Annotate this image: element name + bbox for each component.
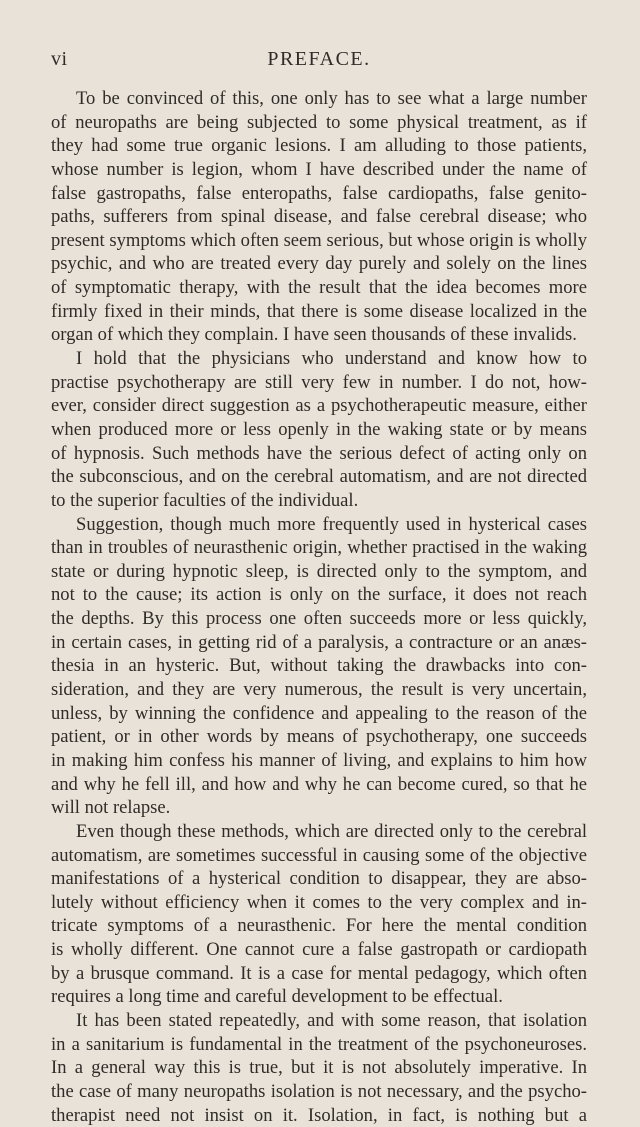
text-line: practise psychotherapy are still very few in number. I do not, how- (51, 371, 587, 393)
text-line: lutely without efficiency when it comes to the very complex and in- (51, 891, 587, 913)
text-line: It has been stated repeatedly, and with some reason, that isolation (76, 1009, 587, 1031)
paragraph (51, 820, 587, 1009)
text-line: present symptoms which often seem serious, but whose origin is wholly (51, 229, 587, 251)
text-line: will not relapse. (51, 797, 171, 819)
paragraph (51, 347, 587, 512)
text-line: the depths. By this process one often succeeds more or less quickly, (51, 608, 587, 630)
text-line: is wholly different. One cannot cure a false gastropath or cardiopath (51, 939, 587, 961)
text-line: and why he fell ill, and how and why he can become cured, so that he (51, 773, 587, 795)
page-number: vi (51, 48, 68, 70)
text-line: ever, consider direct suggestion as a psychotherapeutic measure, either (51, 395, 587, 417)
text-line: therapist need not insist on it. Isolation, in fact, is nothing but a (51, 1104, 587, 1126)
text-line: unless, by winning the confidence and appealing to the reason of the (51, 702, 587, 724)
text-line: paths, sufferers from spinal disease, and false cerebral disease; who (51, 206, 587, 228)
text-line: patient, or in other words by means of psychotherapy, one succeeds (51, 726, 587, 748)
text-line: thesia in an hysteric. But, without taking the drawbacks into con- (51, 655, 587, 677)
text-line: To be convinced of this, one only has to see what a large number (76, 88, 587, 109)
text-line: in making him confess his manner of living, and explains to him how (51, 749, 587, 771)
text-line: automatism, are sometimes successful in causing some of the objective (51, 844, 587, 866)
text-line: they had some true organic lesions. I am alluding to those patients, (51, 135, 587, 157)
text-line: manifestations of a hysterical condition to disappear, they are abso- (51, 868, 587, 890)
running-title: PREFACE. (267, 48, 371, 70)
text-line: firmly fixed in their minds, that there is some disease localized in the (51, 300, 587, 322)
text-line: Suggestion, though much more frequently used in hysterical cases (76, 513, 587, 535)
paragraph (51, 513, 587, 820)
text-line: in certain cases, in getting rid of a paralysis, a contracture or an anæs- (51, 631, 587, 653)
text-line: of neuropaths are being subjected to some physical treatment, as if (51, 111, 587, 133)
text-line: false gastropaths, false enteropaths, false cardiopaths, false genito- (51, 182, 587, 204)
text-line: of hypnosis. Such methods have the serious defect of acting only on (51, 442, 587, 464)
text-line: the subconscious, and on the cerebral automatism, and are not directed (51, 466, 587, 488)
text-line: In a general way this is true, but it is not absolutely imperative. In (51, 1057, 587, 1079)
text-line: the case of many neuropaths isolation is not necessary, and the psycho- (51, 1080, 587, 1102)
text-line: by a brusque command. It is a case for mental pedagogy, which often (51, 962, 587, 984)
text-line: not to the cause; its action is only on the surface, it does not reach (51, 584, 587, 606)
text-line: organ of which they complain. I have seen thousands of these invalids. (51, 324, 577, 346)
text-line: requires a long time and careful development to be effectual. (51, 986, 503, 1008)
paragraph (51, 1009, 587, 1127)
page-header (51, 48, 587, 78)
text-line: Even though these methods, which are directed only to the cerebral (76, 820, 587, 842)
text-line: to the superior faculties of the individual. (51, 489, 359, 511)
text-line: than in troubles of neurasthenic origin, whether practised in the waking (51, 537, 587, 559)
text-line: state or during hypnotic sleep, is directed only to the symptom, and (51, 560, 587, 582)
page-body (51, 87, 587, 1127)
text-line: when produced more or less openly in the waking state or by means (51, 418, 587, 440)
text-line: sideration, and they are very numerous, the result is very uncertain, (51, 679, 587, 701)
text-line: in a sanitarium is fundamental in the treatment of the psychoneuroses. (51, 1033, 587, 1055)
text-line: psychic, and who are treated every day purely and solely on the lines (51, 253, 587, 275)
paragraph (51, 87, 587, 347)
text-line: whose number is legion, whom I have described under the name of (51, 158, 587, 180)
text-line: of symptomatic therapy, with the result that the idea becomes more (51, 277, 587, 299)
text-line: tricate symptoms of a neurasthenic. For here the mental condition (51, 915, 587, 937)
text-line: I hold that the physicians who understand and know how to (76, 348, 587, 370)
